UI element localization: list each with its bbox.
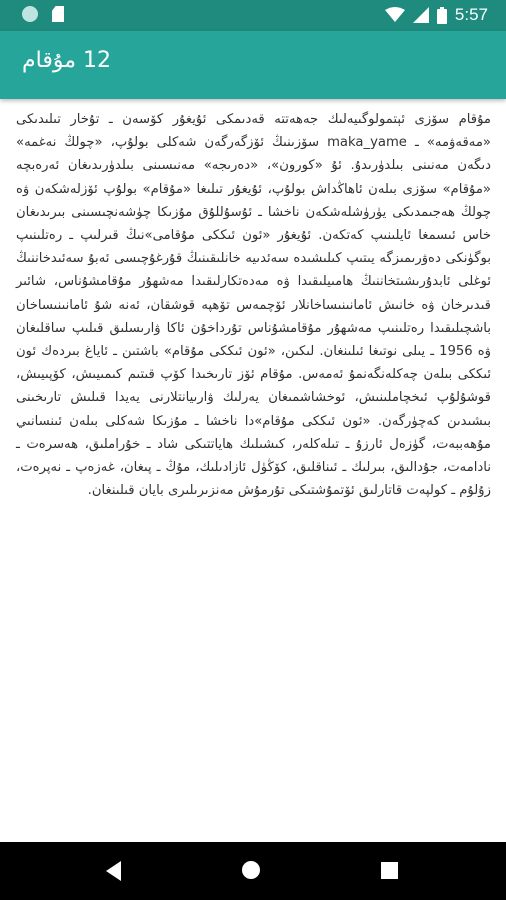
navigation-bar bbox=[0, 842, 506, 900]
app-bar bbox=[0, 31, 506, 99]
home-icon[interactable] bbox=[242, 861, 260, 879]
status-clock: 5:57 bbox=[454, 5, 488, 24]
status-right bbox=[385, 5, 488, 25]
wifi-icon bbox=[385, 7, 405, 23]
recents-icon[interactable] bbox=[381, 862, 398, 879]
article-body: مۇقام سۆزى ئېتمولوگىيەلىك جەھەتتە قەدىمكى ئۇيغۇر كۆسەن ـ تۇخار تىلىدىكى «مەقەۋمە» ـ maka_yame سۆزىنىڭ ئۆزگەرگەن شەكلى بولۇپ، «چولڭ نەغمە» دىگەن مەنىنى بىلدۈرىدۇ. ئۇ «كورون»، «دەرىجە» مەنىسىنى بىلدۈرىدىغان ئەرەبچە «مۇقام» سۆزى بىلەن ئاھاڭداش بولۇپ، ئۇيغۇر تىلىغا «مۇقام» بولۇپ ئۆزلەشكەن ۋە چولڭ ھەجىمدىكى يۈرۈشلەشكەن ناخشا ـ ئۇسۇللۇق مۇزىكا چۈشەنچىسىنى بىرىدىغان خاس ئىسمغا ئايلىنىپ كەتكەن. ئۇيغۇر «ئون ئىككى مۇقامى»نىڭ قىرلىپ ـ رەتلىنىپ بوگۈنكى دەۋرىمىزگە يىتىپ كىلىشىدە سەئدىيە خانلىقىنىڭ قۇرغۇچىسى ئەبۇ سەئىدخاننىڭ ئوغلى ئابدۇرىشىتخاننىڭ ھامىيلىقىدا ۋە مەدەتكارلىقىدا مەشھۇر مۇقامشۇناس، شائىر قىدىرخان ۋە خانىش ئامانىنىساخانلار ئۆچمەس تۆھپە قوشقان، ئەنە شۇ ئامانىنىساخان باشچىلىقىدا رەتلىنىپ مەشھۇر مۇقامشۇناس تۇرداخۇن ئاكا ۋارىسلىق قىلىپ ساقلىغان ۋە 1956 ـ يىلى نوتىغا ئىلىنغان. لىكىن، «ئون ئىككى مۇقام» باشتىن ـ ئاياغ بىردەك ئون ئىككى بىلەن چەكلەنگەنمۇ ئەمەس. مۇقام ئۆز تارىخىدا كۆپ قىتىم كىمىيىش، كۆپىيىش، قوشۇلۇپ ئىخچاملىنىش، ئوخشاشمىغان يەرلىك ۋارىيانتلارنى يەيدا قىلىش تارىخىنى بىشىدىن كەچۈرگەن. «ئون ئىككى مۇقام»دا ناخشا ـ مۇزىكا شەكلى بىلەن ئىنسانىي مۇھەببەت، گۈزەل ئارزۇ ـ تىلەكلەر، كىشىلىك ھاياتتىكى شاد ـ خۇراملىق، ھەسرەت ـ نادامەت، جۇدالىق، بىرلىك ـ ئىناقلىق، كۆڭۈل ئازادىلىك، مۇڭ ـ پىغان، غەزەپ ـ نەپرەت، زۇلۇم ـ كولپەت قاتارلىق ئۆتمۇشتىكى تۇرمۇش مەنزىرىلىرى بايان قىلىنغان. bbox=[16, 112, 491, 499]
notification-dot-icon bbox=[22, 6, 38, 22]
battery-icon bbox=[437, 7, 447, 24]
back-icon[interactable] bbox=[106, 861, 121, 881]
signal-icon bbox=[413, 7, 429, 23]
status-bar bbox=[0, 0, 506, 31]
status-left bbox=[22, 6, 64, 22]
page-title: 12 مۇقام bbox=[22, 48, 111, 73]
sd-card-icon bbox=[52, 6, 64, 22]
